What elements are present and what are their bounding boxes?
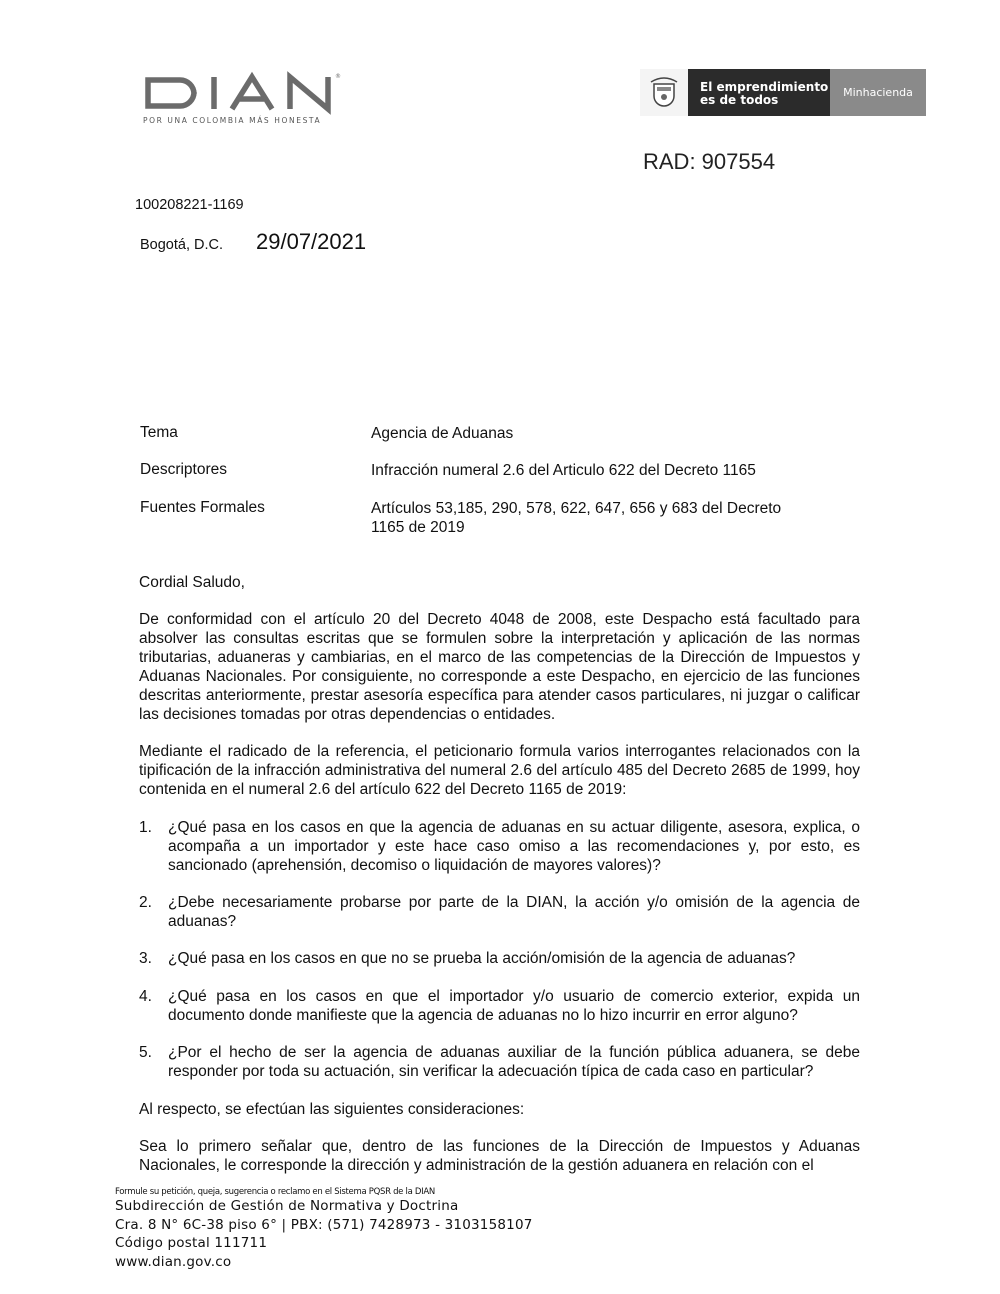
government-banner	[640, 69, 926, 116]
meta-label-fuentes: Fuentes Formales	[140, 499, 265, 516]
footer-pqsr-note: Formule su petición, queja, sugerencia o reclamo en el Sistema PQSR de la DIAN	[115, 1187, 435, 1197]
list-item: ¿Qué pasa en los casos en que el importador y/o usuario de comercio exterior, expida un documento donde manifieste que la agencia de aduanas no lo hizo incurrir en error alguno?	[168, 988, 860, 1024]
list-item: ¿Qué pasa en los casos en que no se prueba la acción/omisión de la agencia de aduanas?	[168, 950, 796, 967]
city: Bogotá, D.C.	[140, 237, 224, 253]
paragraph-4: Sea lo primero señalar que, dentro de las funciones de la Dirección de Impuestos y Aduanas Nacionales, le corresponde la dirección y administración de la gestión aduanera en relación con el	[139, 1138, 860, 1174]
list-item: ¿Qué pasa en los casos en que la agencia de aduanas en su actuar diligente, asesora, explica, o acompaña a un importador y este hace caso omiso a las recomendaciones y, por esto, es sancionado (aprehensión, decomiso o liquidación de mayores valores)?	[168, 819, 860, 874]
gov-slogan	[688, 69, 830, 116]
list-item: ¿Por el hecho de ser la agencia de aduanas auxiliar de la función pública aduanera, se debe responder por toda su actuación, sin verificar la adecuación típica de cada caso en particular?	[168, 1044, 860, 1080]
paragraph-2: Mediante el radicado de la referencia, el peticionario formula varios interrogantes relacionados con la tipificación de la infracción administrativa del numeral 2.6 del artículo 485 del Decreto 2685 de 1999, hoy contenida en el numeral 2.6 del artículo 622 del Decreto 1165 de 2019:	[139, 743, 860, 798]
list-number: 4.	[139, 988, 152, 1005]
list-number: 1.	[139, 819, 152, 836]
dian-tagline: POR UNA COLOMBIA MÁS HONESTA	[143, 116, 322, 125]
gov-slogan-line2: es de todos	[700, 93, 779, 107]
svg-text:®: ®	[335, 73, 341, 80]
footer-office: Subdirección de Gestión de Normativa y Doctrina	[115, 1198, 459, 1214]
rad-number: RAD: 907554	[643, 149, 776, 174]
ministry-label: Minhacienda	[830, 69, 926, 116]
reference-number: 100208221-1169	[135, 197, 244, 213]
greeting: Cordial Saludo,	[139, 574, 245, 591]
meta-value-fuentes: Artículos 53,185, 290, 578, 622, 647, 656 y 683 del Decreto 1165 de 2019	[371, 500, 782, 536]
footer-website[interactable]: www.dian.gov.co	[115, 1253, 232, 1270]
document-date: 29/07/2021	[256, 229, 367, 254]
meta-label-descriptores: Descriptores	[140, 461, 227, 478]
paragraph-3: Al respecto, se efectúan las siguientes consideraciones:	[139, 1101, 525, 1118]
list-number: 5.	[139, 1044, 152, 1061]
footer-address: Cra. 8 N° 6C-38 piso 6° | PBX: (571) 7428973 - 3103158107	[115, 1216, 533, 1233]
meta-label-tema: Tema	[140, 424, 178, 441]
meta-value-descriptores: Infracción numeral 2.6 del Articulo 622 del Decreto 1165	[371, 462, 756, 479]
meta-value-tema: Agencia de Aduanas	[371, 425, 514, 442]
list-number: 3.	[139, 950, 152, 967]
list-item: ¿Debe necesariamente probarse por parte de la DIAN, la acción y/o omisión de la agencia de aduanas?	[168, 894, 860, 930]
gov-slogan-line1: El emprendimiento	[700, 80, 829, 94]
footer	[115, 1187, 533, 1271]
coat-of-arms-icon	[640, 69, 688, 116]
footer-postal-code: Código postal 111711	[115, 1235, 268, 1251]
list-number: 2.	[139, 894, 152, 911]
paragraph-1: De conformidad con el artículo 20 del Decreto 4048 de 2008, este Despacho está facultado para absolver las consultas escritas que se formulen sobre la interpretación y aplicación de las normas tributarias, aduaneras y cambiarias, en el marco de las competencias de la Dirección de Impuestos y Aduanas Nacionales. Por consiguiente, no corresponde a este Despacho, en ejercicio de las funciones descritas anteriormente, prestar asesoría específica para atender casos particulares, ni juzgar o calificar las decisiones tomadas por otras dependencias o entidades.	[139, 611, 860, 723]
